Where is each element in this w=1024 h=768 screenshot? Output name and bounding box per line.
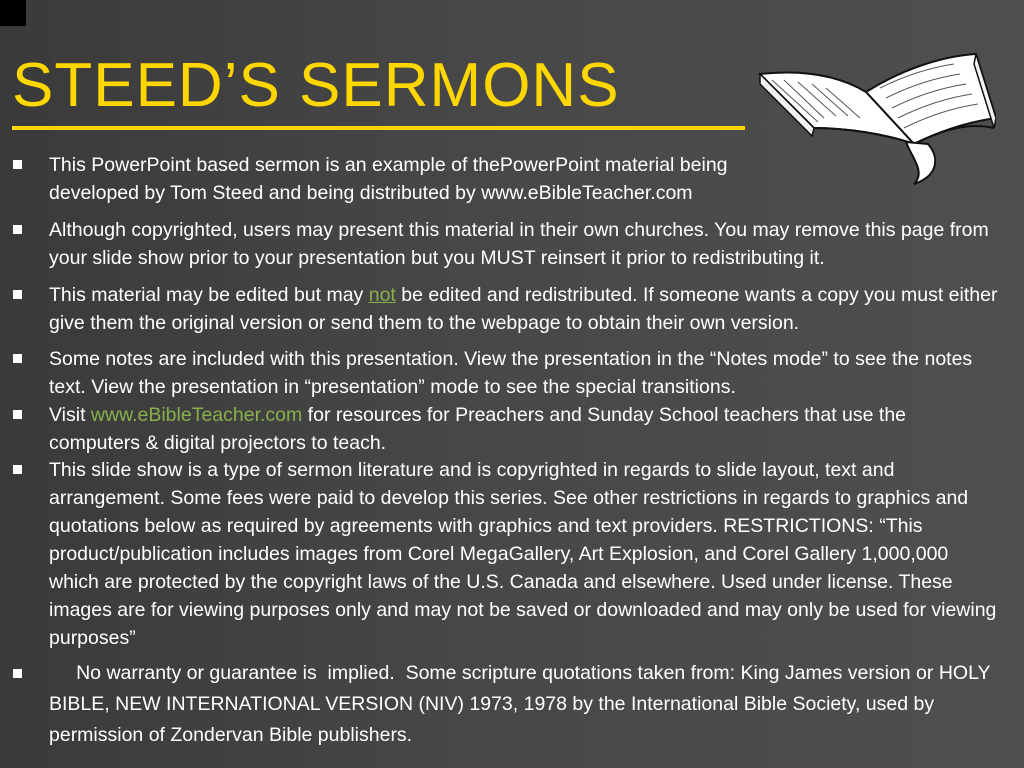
bullet-text: This slide show is a type of sermon literature and is copyrighted in regards to slide layout, text and arrangement. Some fees were paid to develop this series. See other restrictions in regards to graphics and quotations below as required by agreements with graphics and text providers. RESTRICTIONS: “This product/publication includes images from Corel MegaGallery, Art Explosion, and Corel Gallery 1,000,000 which are protected by the copyright laws of the U.S. Canada and elsewhere. Used under license. These images are for viewing purposes only and may not be saved or downloaded and may only be used for viewing purposes” [49, 459, 997, 649]
not-link[interactable]: not [368, 284, 396, 306]
bullet-marker [13, 465, 22, 474]
bullet-text-container [49, 281, 999, 337]
bullet-text-after: be edited and redistributed. If someone wants a copy you must either give them the original version or send them to the webpage to obtain their own version. [49, 284, 998, 334]
bullet-marker [13, 669, 22, 678]
bullet-marker [13, 160, 22, 169]
bullet-text-after: for resources for Preachers and Sunday School teachers that use the computers & digital projectors to teach. [49, 404, 907, 454]
bullet-text-before: This material may be edited but may [49, 284, 369, 306]
bullet-marker [13, 354, 22, 363]
bullet-text-before: Visit [49, 404, 91, 426]
bullet-marker [13, 290, 22, 299]
bullet-text: This PowerPoint based sermon is an example of thePowerPoint material being developed by Tom Steed and being distributed by www.eBibleTeacher.com [49, 154, 728, 204]
bullet-marker [13, 225, 22, 234]
bullet-text: No warranty or guarantee is implied. Some scripture quotations taken from: King James version or HOLY BIBLE, NEW INTERNATIONAL VERSION (NIV) 1973, 1978 by the International Bible Society, used by permission of Zondervan Bible publishers. [49, 662, 996, 746]
bullet-text-container [49, 401, 999, 457]
bullet-text: Some notes are included with this presentation. View the presentation in the “Notes mode” to see the notes text. View the presentation in “presentation” mode to see the special transitions. [49, 348, 973, 398]
slide-title: STEED’S SERMONS [12, 51, 620, 120]
bullet-text: Although copyrighted, users may present this material in their own churches. You may remove this page from your slide show prior to your presentation but you MUST reinsert it prior to redistributing it. [49, 219, 989, 269]
bullet-marker [13, 410, 22, 419]
ebibleteacher-link[interactable]: www.eBibleTeacher.com [90, 404, 303, 426]
